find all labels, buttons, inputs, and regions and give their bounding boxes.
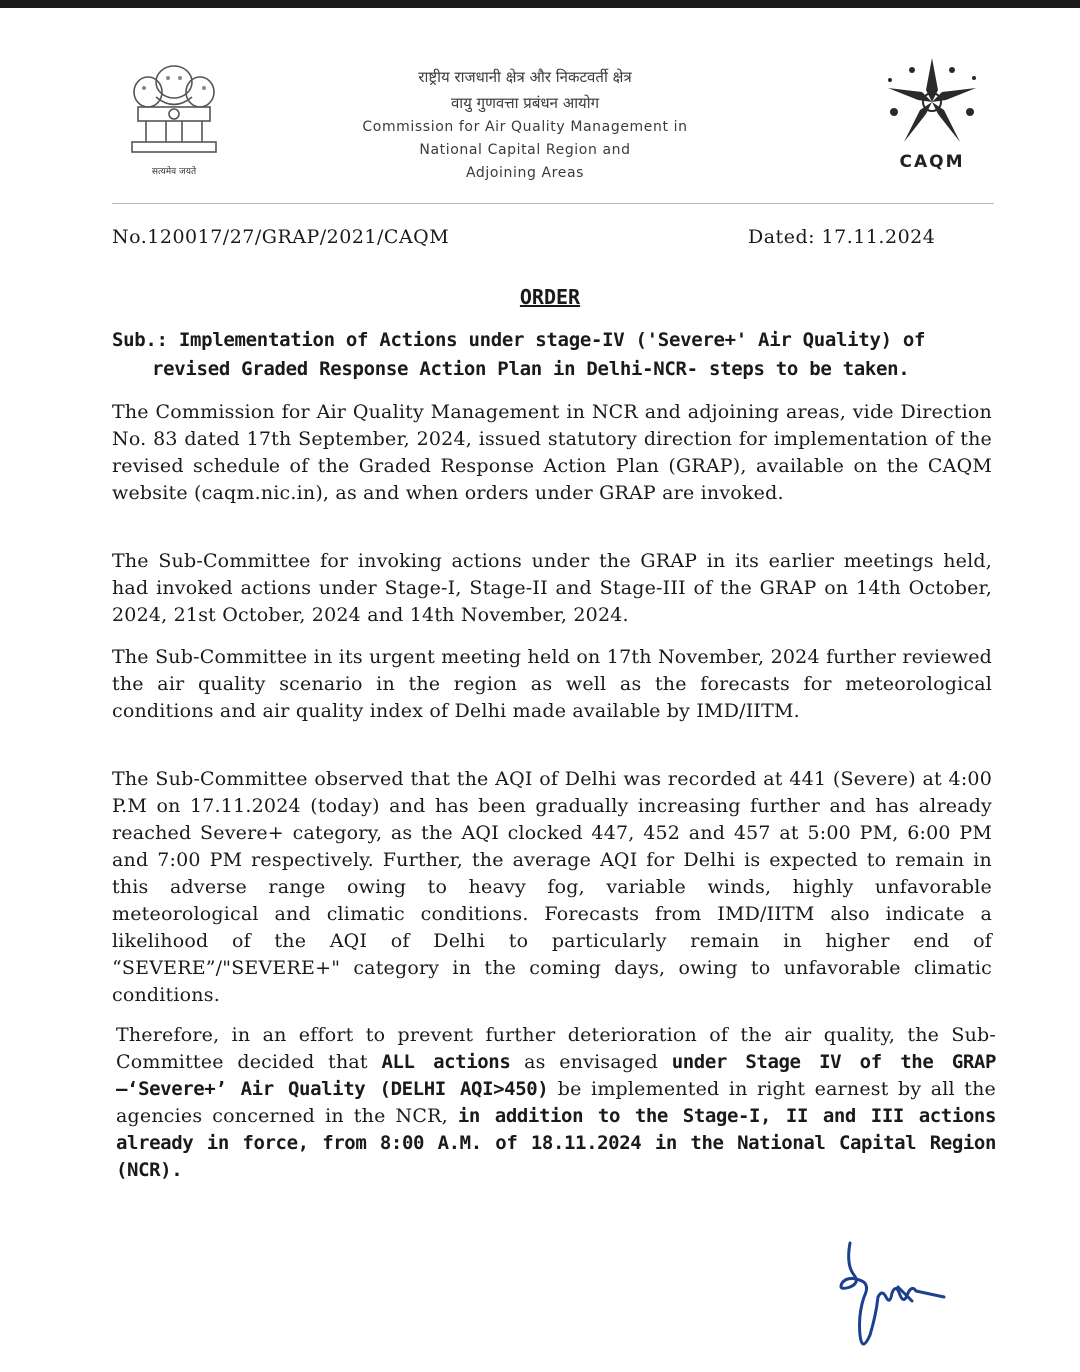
- order-date: Dated: 17.11.2024: [748, 226, 936, 248]
- order-title: ORDER: [519, 285, 581, 309]
- emblem-motto: सत्यमेव जयते: [151, 167, 197, 177]
- top-border: [0, 0, 1080, 8]
- paragraph-1: The Commission for Air Quality Management in NCR and adjoining areas, vide Direction No. 83 dated 17th September, 2024, issued statutory direction for implementation of the revised schedule of the Graded Response Action Plan (GRAP), available on the CAQM website (caqm.nic.in), as and when orders under GRAP are invoked.: [112, 401, 992, 504]
- p5-text-3: be implemented in right earnest by all the agencies concerned in the NCR,: [116, 1078, 997, 1127]
- subject-line2: revised Graded Response Action Plan in Delhi-NCR- steps to be taken.: [152, 358, 910, 380]
- header-divider: [112, 203, 994, 204]
- paragraph-2: The Sub-Committee for invoking actions under the GRAP in its earlier meetings held, had invoked actions under Stage-I, Stage-II and Stage-III of the GRAP on 14th October, 2024, 21st October, 2024 and 14th November, 2024.: [112, 550, 992, 626]
- p5-text-2: as envisaged: [510, 1051, 672, 1073]
- letterhead-english-line2: National Capital Region and: [419, 142, 631, 158]
- letterhead-english-line3: Adjoining Areas: [465, 165, 585, 181]
- paragraph-3: The Sub-Committee in its urgent meeting held on 17th November, 2024 further reviewed the air quality scenario in the region as well as the forecasts for meteorological conditions and air quality index of Delhi made available by IMD/IITM.: [112, 646, 992, 722]
- letterhead-hindi-line2: वायु गुणवत्ता प्रबंधन आयोग: [450, 94, 600, 112]
- order-subject: [112, 326, 992, 384]
- star-logo-icon: [872, 52, 992, 152]
- subject-line1: Sub.: Implementation of Actions under stage-IV ('Severe+' Air Quality) of: [112, 329, 926, 351]
- letterhead-english-line1: Commission for Air Quality Management in: [362, 119, 688, 135]
- p5-text-1: Therefore, in an effort to prevent further deterioration of the air quality, the Sub-Committee decided that: [116, 1024, 996, 1073]
- paragraph-4: The Sub-Committee observed that the AQI of Delhi was recorded at 441 (Severe) at 4:00 P.M on 17.11.2024 (today) and has been gradually increasing further and has already reached Severe+ category, as the AQI clocked 447, 452 and 457 at 5:00 PM, 6:00 PM and 7:00 PM respectively. Further, the average AQI for Delhi is expected to remain in this adverse range owing to heavy fog, variable winds, highly unfavorable meteorological and climatic conditions. Forecasts from IMD/IITM also indicate a likelihood of the AQI of Delhi to particularly remain in higher end of “SEVERE”/"SEVERE+" category in the coming days, owing to unfavorable climatic conditions.: [112, 768, 992, 1006]
- p5-bold-2: under Stage IV of the GRAP –‘Severe+’ Air Quality (DELHI AQI>450): [116, 1051, 997, 1100]
- handwritten-signature-icon: [820, 1235, 950, 1355]
- letterhead-hindi-line1: राष्ट्रीय राजधानी क्षेत्र और निकटवर्ती क्षेत्र: [418, 68, 632, 86]
- lion-capital-icon: [116, 52, 232, 162]
- p5-bold-3: in addition to the Stage-I, II and III actions already in force, from 8:00 A.M. of 18.11.2024 in the National Capital Region (NCR).: [116, 1105, 996, 1181]
- reference-number: No.120017/27/GRAP/2021/CAQM: [112, 226, 450, 248]
- signature: [820, 1235, 950, 1355]
- p5-bold-1: ALL actions: [381, 1051, 511, 1073]
- logo-text: CAQM: [899, 152, 965, 172]
- letterhead: [300, 64, 750, 185]
- caqm-logo: [872, 52, 992, 177]
- state-emblem: [116, 52, 232, 182]
- paragraph-5: [116, 1022, 996, 1184]
